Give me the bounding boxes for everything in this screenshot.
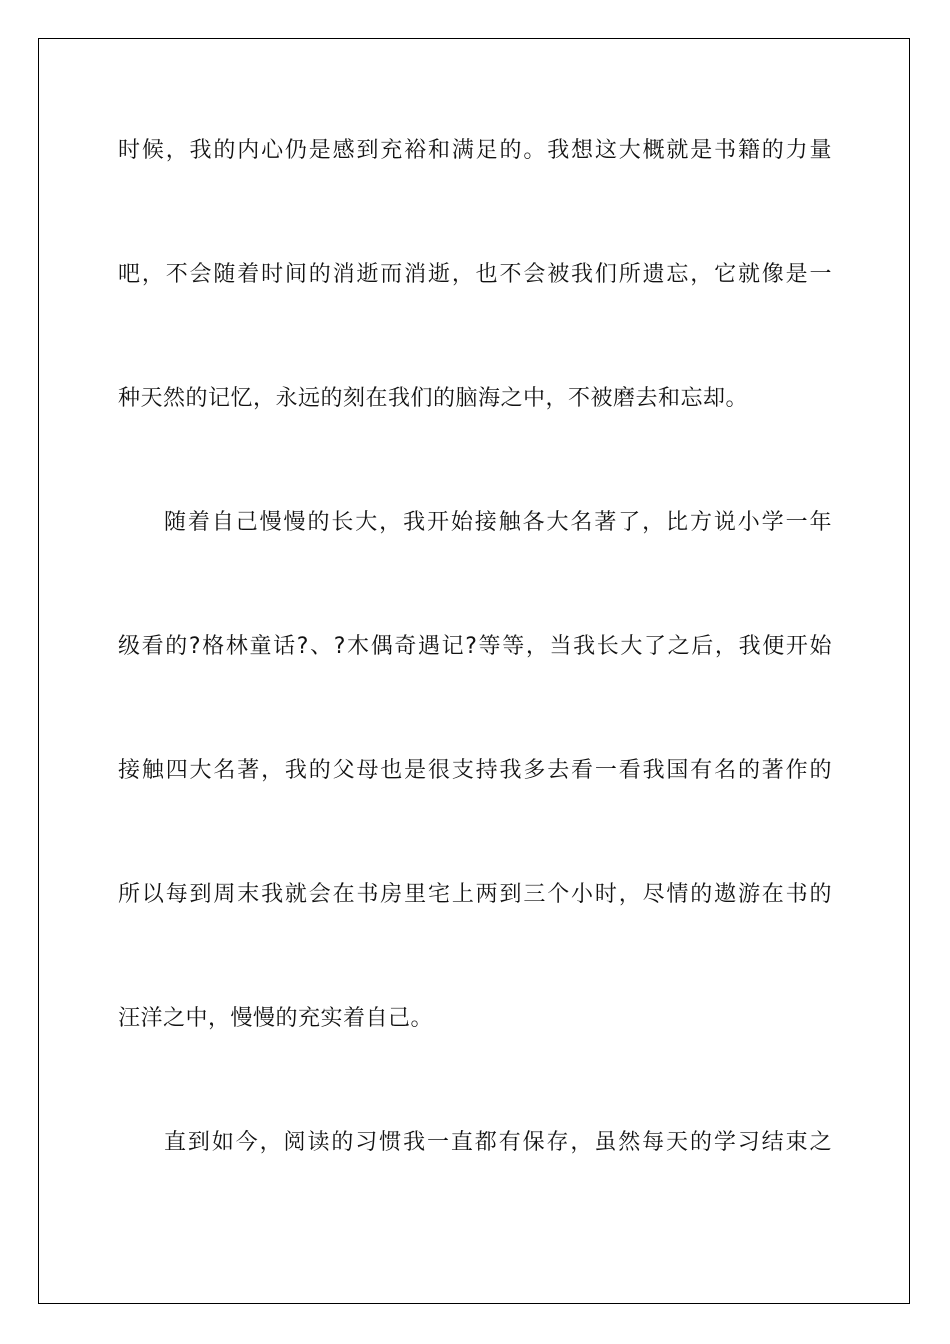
- text-line-6: 接触四大名著，我的父母也是很支持我多去看一看我国有名的著作的: [118, 758, 832, 783]
- text-line-2: 吧，不会随着时间的消逝而消逝，也不会被我们所遗忘，它就像是一: [118, 262, 832, 287]
- text-line-9: 直到如今，阅读的习惯我一直都有保存，虽然每天的学习结束之: [164, 1130, 832, 1155]
- text-line-5: 级看的?格林童话?、?木偶奇遇记?等等，当我长大了之后，我便开始: [118, 634, 832, 659]
- text-line-1: 时候，我的内心仍是感到充裕和满足的。我想这大概就是书籍的力量: [118, 138, 832, 163]
- text-line-7: 所以每到周末我就会在书房里宅上两到三个小时，尽情的遨游在书的: [118, 882, 832, 907]
- text-line-4: 随着自己慢慢的长大，我开始接触各大名著了，比方说小学一年: [164, 510, 832, 535]
- text-line-3: 种天然的记忆，永远的刻在我们的脑海之中，不被磨去和忘却。: [118, 386, 749, 411]
- page-border: [38, 38, 910, 1304]
- text-line-8: 汪洋之中，慢慢的充实着自己。: [118, 1006, 434, 1031]
